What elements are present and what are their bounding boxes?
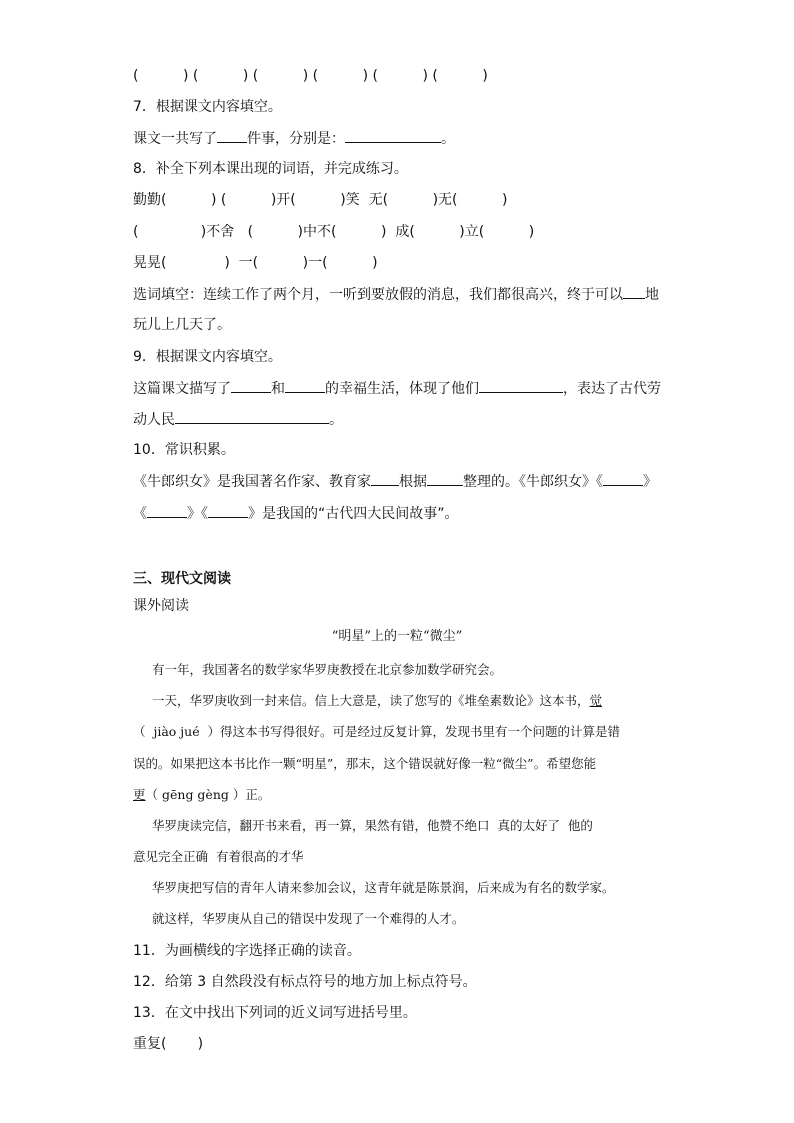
section-heading: 三、现代文阅读 [133,571,231,587]
passage-title: “明星”上的一粒“微尘” [331,629,463,644]
blank[interactable] [175,409,329,424]
blank[interactable] [231,378,271,393]
underlined-char: 觉 [589,693,603,708]
question-12: 12．给第 3 自然段没有标点符号的地方加上标点符号。 [133,974,477,990]
blank[interactable] [147,503,187,518]
question-13: 13．在文中找出下列词的近义词写进括号里。 [133,1005,417,1021]
blank[interactable] [427,471,463,486]
answer-brackets-line: ( ) ( ) ( ) ( ) ( ) ( ) [133,68,488,84]
question-8-line-2: ( )不舍 ( )中不( ) 成( )立( ) [133,224,535,240]
passage-paragraph-5: 就这样，华罗庚从自己的错误中发现了一个难得的人才。 [152,911,465,926]
question-8: 8．补全下列本课出现的词语，并完成练习。 [133,161,408,177]
question-10-fill: 《牛郎织女》是我国著名作家、教育家 根据 整理的。《牛郎织女》《 》 [133,471,657,492]
passage-paragraph-2-line-4: 更（ gēng gèng ）正。 [133,787,271,802]
question-8-line-1: 勤勤( ) ( )开( )笑 无( )无( ) [133,192,508,208]
passage-paragraph-2: 一天，华罗庚收到一封来信。信上大意是，读了您写的《堆垒素数论》这本书，觉 [152,693,603,708]
question-9-fill: 这篇课文描写了 和 的幸福生活，体现了他们 ，表达了古代劳 [133,378,661,399]
passage-paragraph-2-line-2: （ jiào jué ）得这本书写得很好。可是经过反复计算，发现书里有一个问题的计算是错 [133,724,621,739]
passage-paragraph-2-line-3: 误的。如果把这本书比作一颗“明星”，那末，这个错误就好像一粒“微尘”。希望您能 [133,756,597,771]
question-7-fill: 课文一共写了 件事，分别是： 。 [133,128,455,149]
passage-paragraph-3-line-2: 意见完全正确 有着很高的才华 [133,849,304,864]
blank[interactable] [371,471,399,486]
underlined-char: 更 [133,787,146,802]
blank[interactable] [285,378,325,393]
question-8-fill-cont: 玩儿上几天了。 [133,317,231,333]
blank[interactable] [603,471,643,486]
question-8-fill: 选词填空：连续工作了两个月，一听到要放假的消息，我们都很高兴，终于可以 地 [133,284,659,305]
blank[interactable] [345,128,441,143]
question-10: 10．常识积累。 [133,442,235,458]
question-10-fill-cont: 《 》《 》是我国的“古代四大民间故事”。 [133,503,459,524]
section-subheading: 课外阅读 [133,598,189,614]
question-13-item: 重复( ) [133,1036,204,1052]
blank[interactable] [208,503,248,518]
question-9: 9．根据课文内容填空。 [133,349,282,365]
question-7: 7．根据课文内容填空。 [133,99,282,115]
passage-paragraph-4: 华罗庚把写信的青年人请来参加会议，这青年就是陈景润，后来成为有名的数学家。 [152,880,615,895]
question-11: 11．为画横线的字选择正确的读音。 [133,943,361,959]
question-8-line-3: 晃晃( ) 一( )一( ) [133,255,378,271]
blank[interactable] [217,128,247,143]
blank[interactable] [623,284,645,299]
passage-paragraph-3: 华罗庚读完信，翻开书来看，再一算，果然有错，他赞不绝口 真的太好了 他的 [152,818,593,833]
question-9-fill-cont: 动人民 。 [133,409,343,430]
blank[interactable] [479,378,563,393]
passage-paragraph-1: 有一年，我国著名的数学家华罗庚教授在北京参加数学研究会。 [152,662,503,677]
